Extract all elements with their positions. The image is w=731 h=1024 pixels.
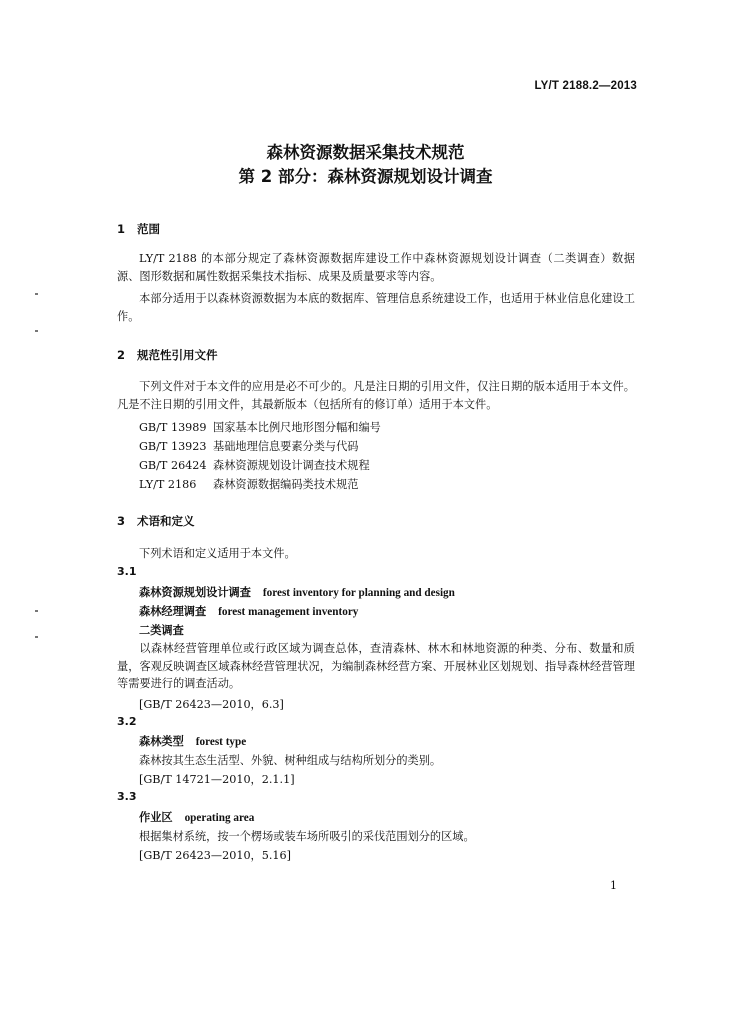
term-zh: 森林类型	[139, 735, 184, 748]
normative-reference	[139, 476, 358, 492]
term-definition	[117, 640, 635, 693]
page-number: 1	[610, 879, 617, 892]
normative-reference	[139, 457, 370, 473]
term-entry	[139, 622, 184, 638]
scan-speck	[35, 636, 38, 638]
section-title: 规范性引用文件	[137, 348, 218, 362]
section-number: 1	[117, 222, 126, 236]
document-title: 森林资源数据采集技术规范	[266, 143, 465, 162]
term-en: forest management inventory	[218, 606, 359, 618]
term-source: [GB/T 14721—2010，2.1.1]	[139, 773, 295, 786]
reference-title: 基础地理信息要素分类与代码	[213, 440, 359, 453]
clause-number: 3.3	[117, 790, 137, 803]
term-entry	[139, 809, 254, 825]
term-en: forest type	[195, 736, 247, 748]
section-1-heading	[117, 221, 160, 237]
reference-title: 森林资源数据编码类技术规范	[213, 478, 359, 491]
normative-reference	[139, 419, 381, 435]
term-en: operating area	[184, 812, 255, 824]
section-3-heading	[117, 513, 195, 529]
scan-speck	[35, 330, 38, 332]
reference-title: 国家基本比例尺地形图分幅和编号	[213, 421, 381, 434]
section-1-paragraph-1	[117, 250, 635, 285]
section-2-heading	[117, 347, 218, 363]
scan-speck	[35, 293, 38, 295]
reference-code: GB/T 13989	[139, 421, 207, 434]
section-title: 范围	[137, 222, 160, 236]
reference-code: GB/T 13923	[139, 440, 207, 453]
scan-speck	[35, 610, 38, 612]
term-source: [GB/T 26423—2010，6.3]	[139, 698, 284, 711]
clause-number: 3.1	[117, 565, 137, 578]
term-entry	[139, 584, 455, 600]
standard-code: LY/T 2188.2—2013	[534, 80, 637, 92]
definition-text: 以森林经营管理单位或行政区域为调查总体，查清森林、林木和林地资源的种类、分布、数量和质量，客观反映调查区域森林经营管理状况，为编制森林经营方案、开展林业区划规划、指导森林经营管理等需要进行的调查活动。	[117, 642, 635, 690]
term-entry	[139, 733, 246, 749]
term-zh: 作业区	[139, 811, 173, 824]
term-definition: 森林按其生态生活型、外貌、树种组成与结构所划分的类别。	[139, 754, 442, 767]
clause-number: 3.2	[117, 715, 137, 728]
term-zh: 森林资源规划设计调查	[139, 586, 251, 599]
term-definition: 根据集材系统，按一个楞场或装车场所吸引的采伐范围划分的区域。	[139, 830, 475, 843]
section-title: 术语和定义	[137, 514, 195, 528]
term-source: [GB/T 26423—2010，5.16]	[139, 849, 292, 862]
term-entry	[139, 603, 358, 619]
term-zh: 二类调查	[139, 624, 184, 637]
section-2-paragraph	[117, 378, 635, 413]
term-en: forest inventory for planning and design	[262, 587, 455, 599]
term-zh: 森林经理调查	[139, 605, 207, 618]
normative-reference	[139, 438, 358, 454]
section-number: 3	[117, 514, 126, 528]
section-3-intro: 下列术语和定义适用于本文件。	[139, 547, 296, 560]
paragraph-text: 下列文件对于本文件的应用是必不可少的。凡是注日期的引用文件，仅注日期的版本适用于本文件。凡是不注日期的引用文件，其最新版本（包括所有的修订单）适用于本文件。	[117, 380, 635, 411]
paragraph-text: 本部分适用于以森林资源数据为本底的数据库、管理信息系统建设工作，也适用于林业信息化建设工作。	[117, 292, 635, 323]
section-number: 2	[117, 348, 126, 362]
document-subtitle: 第 2 部分：森林资源规划设计调查	[238, 167, 493, 186]
paragraph-text: LY/T 2188 的本部分规定了森林资源数据库建设工作中森林资源规划设计调查（二类调查）数据源、图形数据和属性数据采集技术指标、成果及质量要求等内容。	[117, 252, 635, 283]
reference-code: LY/T 2186	[139, 478, 197, 491]
section-1-paragraph-2	[117, 290, 635, 325]
reference-title: 森林资源规划设计调查技术规程	[213, 459, 370, 472]
reference-code: GB/T 26424	[139, 459, 207, 472]
